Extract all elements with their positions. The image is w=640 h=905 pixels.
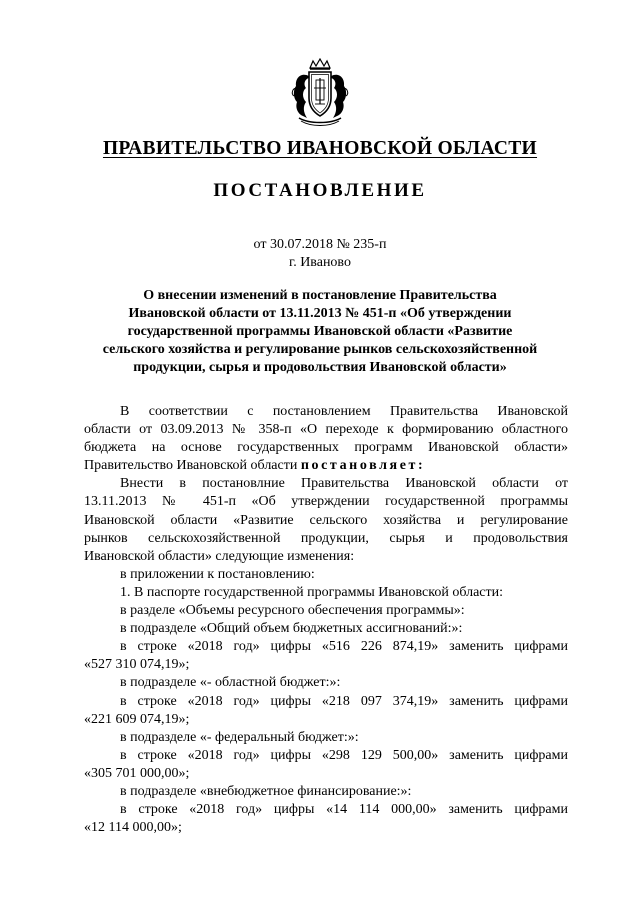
body-line: области от 03.09.2013 № 358-п «О переходе к формированию областного bbox=[84, 422, 568, 438]
decree-title-line: продукции, сырья и продовольствия Ивановской области» bbox=[133, 360, 507, 375]
body-line: 13.11.2013 № 451-п «Об утверждении государственной программы bbox=[84, 494, 568, 510]
body-line: в подразделе «- областной бюджет:»: bbox=[120, 675, 341, 691]
body-line: в разделе «Объемы ресурсного обеспечения программы»: bbox=[120, 603, 465, 619]
document-body bbox=[84, 403, 568, 837]
decree-title-line: Ивановской области от 13.11.2013 № 451-п «Об утверждении bbox=[128, 306, 512, 321]
body-line: В соответствии с постановлением Правительства Ивановской bbox=[120, 404, 568, 419]
body-line: в подразделе «- федеральный бюджет:»: bbox=[120, 729, 359, 745]
body-line: 1. В паспорте государственной программы Ивановской области: bbox=[120, 584, 504, 600]
decrees-word: постановляет: bbox=[300, 458, 426, 474]
decree-title bbox=[70, 287, 570, 377]
body-line: бюджета на основе государственных программ Ивановской области» bbox=[84, 440, 568, 456]
body-line: «12 114 000,00»; bbox=[84, 820, 182, 836]
date-and-number: от 30.07.2018 № 235-п bbox=[253, 237, 387, 252]
coat-of-arms-emblem bbox=[289, 58, 351, 128]
government-name: ПРАВИТЕЛЬСТВО ИВАНОВСКОЙ ОБЛАСТИ bbox=[102, 138, 538, 159]
decree-title-line: государственной программы Ивановской области «Развитие bbox=[127, 324, 513, 339]
body-line: «527 310 074,19»; bbox=[84, 657, 190, 673]
body-line: «305 701 000,00»; bbox=[84, 765, 190, 781]
body-line: в строке «2018 год» цифры «218 097 374,19» заменить цифрами bbox=[120, 693, 568, 709]
body-line: в подразделе «внебюджетное финансирование:»: bbox=[120, 783, 412, 799]
body-line: Ивановской области «Развитие сельского хозяйства и регулирование bbox=[84, 512, 568, 528]
body-line: в приложении к постановлению: bbox=[120, 566, 315, 582]
body-line: рынков сельскохозяйственной продукции, сырья и продовольствия bbox=[84, 530, 568, 546]
body-line bbox=[84, 457, 568, 475]
body-line: в подразделе «Общий объем бюджетных ассигнований:»: bbox=[120, 621, 463, 637]
body-line: Внести в постановлние Правительства Ивановской области от bbox=[120, 476, 568, 492]
decree-title-line: сельского хозяйства и регулирование рынков сельскохозяйственной bbox=[102, 342, 538, 357]
document-type: ПОСТАНОВЛЕНИЕ bbox=[213, 180, 427, 201]
city: г. Иваново bbox=[289, 255, 351, 270]
decree-title-line: О внесении изменений в постановление Правительства bbox=[143, 288, 497, 303]
body-line: «221 609 074,19»; bbox=[84, 711, 190, 727]
body-line: в строке «2018 год» цифры «516 226 874,19» заменить цифрами bbox=[120, 639, 568, 655]
body-line: в строке «2018 год» цифры «298 129 500,00» заменить цифрами bbox=[120, 747, 568, 763]
body-text: Правительство Ивановской области bbox=[84, 458, 298, 474]
body-line: в строке «2018 год» цифры «14 114 000,00» заменить цифрами bbox=[120, 802, 568, 818]
body-line: Ивановской области» следующие изменения: bbox=[84, 548, 355, 564]
